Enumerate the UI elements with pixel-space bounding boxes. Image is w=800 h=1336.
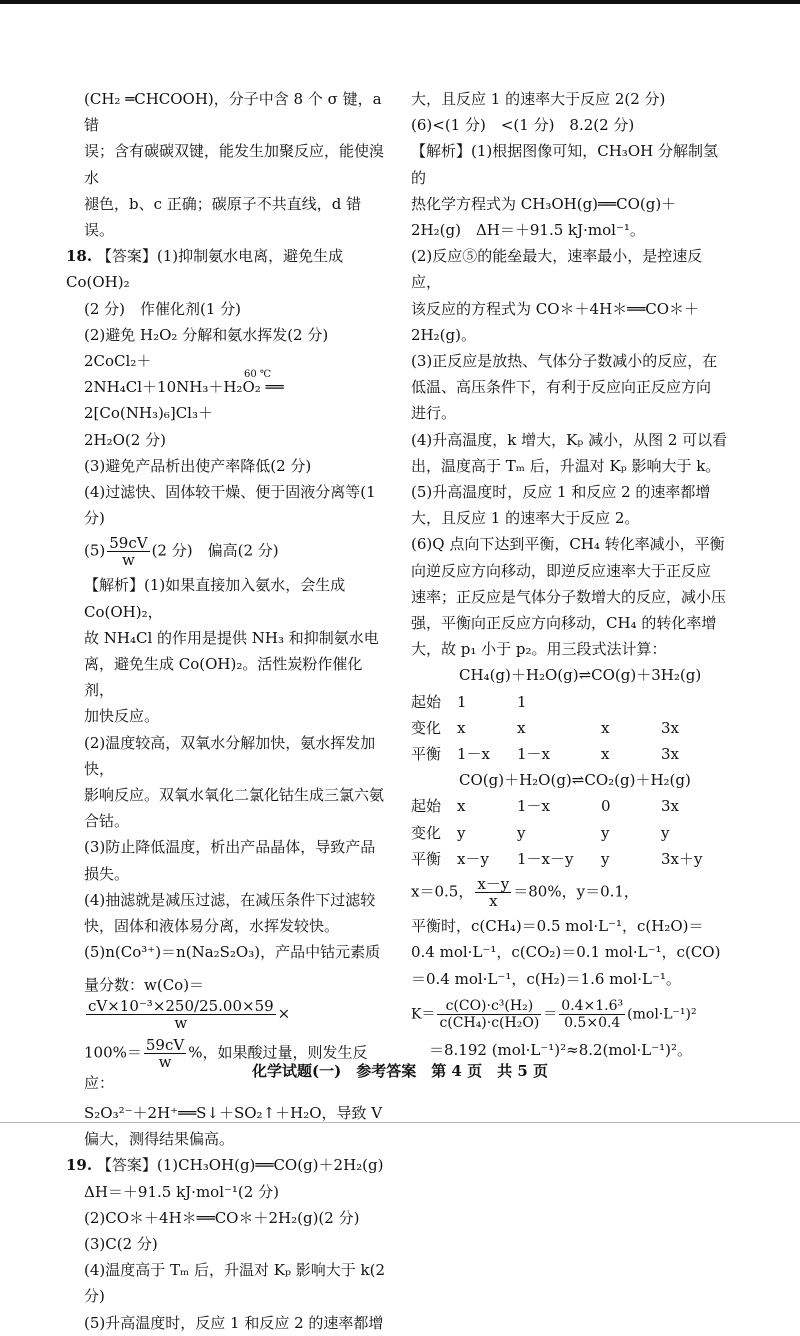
text-line: (2)CO＊＋4H＊══CO＊＋2H₂(g)(2 分) — [84, 1208, 360, 1227]
text-line: x＝0.5， — [411, 882, 474, 901]
fraction — [437, 998, 541, 1031]
text-line: 合钴。 — [84, 812, 130, 831]
denominator: 0.5×0.4 — [564, 1014, 621, 1031]
table-cell: 3x＋y — [661, 849, 703, 868]
text-line: (3)防止降低温度，析出产品晶体，导致产品 — [84, 838, 376, 857]
text-line: (5)升高温度时，反应 1 和反应 2 的速率都增 — [411, 483, 711, 502]
numerator: 59cV — [145, 1035, 185, 1054]
table-cell: 1－x — [517, 797, 551, 816]
table-cell: x — [457, 718, 466, 737]
question-number: 19. — [66, 1156, 93, 1175]
numerator: 0.4×1.6³ — [561, 997, 624, 1014]
table-cell — [601, 689, 661, 715]
text-line: 低温、高压条件下，有利于反应向正反应方向 — [411, 378, 712, 397]
text-line: 【解析】(1)如果直接加入氨水，会生成 Co(OH)₂， — [84, 576, 346, 621]
text-line: K＝ — [411, 1006, 436, 1023]
text-line: (3)C(2 分) — [84, 1234, 158, 1253]
table-cell: x — [601, 745, 610, 764]
fraction-line — [411, 998, 732, 1031]
table-cell: x — [601, 718, 610, 737]
table-cell: 1 — [517, 692, 527, 711]
top-rule — [0, 0, 800, 4]
left-column — [66, 86, 388, 1336]
text-line: (4)过滤快、固体较干燥、便于固液分离等(1 分) — [84, 483, 376, 528]
text-line: (3)正反应是放热、气体分子数减小的反应，在 — [411, 352, 718, 371]
text-line: 向逆反应方向移动，即逆反应速率大于正反应 — [411, 561, 712, 580]
text-line: ＝80%，y＝0.1， — [513, 882, 639, 901]
table-cell: 0 — [601, 797, 611, 816]
text-line: 大，且反应 1 的速率大于反应 2。 — [411, 509, 640, 528]
text-line: (5)n(Co³⁺)＝n(Na₂S₂O₃)，产品中钴元素质 — [84, 943, 381, 962]
numerator: x－y — [477, 875, 510, 894]
table-cell: 变化 — [411, 823, 442, 842]
text-line: (6)<(1 分) <(1 分) 8.2(2 分) — [411, 116, 635, 135]
text-line: 该反应的方程式为 CO＊＋4H＊══CO＊＋ — [411, 299, 700, 318]
text-line: 快，固体和液体易分离，水挥发较快。 — [84, 917, 340, 936]
text-line: 2H₂(g) ΔH＝＋91.5 kJ·mol⁻¹。 — [411, 221, 645, 240]
text-line: 速率；正反应是气体分子数增大的反应，减小压 — [411, 587, 727, 606]
equilibrium-equation: CH₄(g)＋H₂O(g)⇌CO(g)＋3H₂(g) — [459, 666, 702, 685]
table-cell: x — [517, 718, 526, 737]
fraction — [107, 535, 149, 568]
text-line: ＝ — [543, 1006, 558, 1023]
page-footer: 化学试题(一) 参考答案 第 4 页 共 5 页 — [252, 1062, 548, 1080]
text-line: 热化学方程式为 CH₃OH(g)══CO(g)＋ — [411, 194, 677, 213]
fraction-line — [411, 876, 732, 909]
table-cell: y — [517, 823, 526, 842]
question-number: 18. — [66, 247, 93, 266]
fraction — [86, 998, 276, 1031]
text-line: 出，温度高于 Tₘ 后，升温对 Kₚ 影响大于 k。 — [411, 456, 721, 475]
fraction — [559, 998, 625, 1031]
text-line: 误；含有碳碳双键，能发生加聚反应，能使溴水 — [84, 142, 385, 187]
text-line: 量分数：w(Co)＝ — [84, 975, 205, 994]
table-cell: 3x — [661, 797, 680, 816]
text-line: 0.4 mol·L⁻¹，c(CO₂)＝0.1 mol·L⁻¹，c(CO) — [411, 943, 721, 962]
equilibrium-equation: CO(g)＋H₂O(g)⇌CO₂(g)＋H₂(g) — [459, 771, 691, 790]
text-line: 2NH₄Cl＋10NH₃＋H₂O₂ ══ 2[Co(NH₃)₆]Cl₃＋ — [84, 378, 284, 423]
equation-line — [66, 369, 388, 426]
denominator: x — [489, 892, 498, 911]
text-line: (2)温度较高，双氧水分解加快，氨水挥发加快， — [84, 733, 376, 778]
table-cell: y — [601, 849, 610, 868]
numerator: 59cV — [109, 534, 148, 553]
table-cell: 3x — [661, 745, 680, 764]
text-line: 强，平衡向正反应方向移动，CH₄ 的转化率增 — [411, 614, 717, 633]
text-line: 2H₂(g)。 — [411, 325, 476, 344]
denominator: w — [121, 551, 135, 570]
reaction-condition: 60 ℃ — [244, 369, 272, 381]
denominator: w — [174, 1013, 188, 1032]
right-column — [411, 86, 732, 1063]
table-cell — [661, 689, 732, 715]
numerator: c(CO)·c³(H₂) — [437, 998, 541, 1015]
fraction-line — [66, 535, 388, 568]
text-line: ΔH＝＋91.5 kJ·mol⁻¹(2 分) — [84, 1182, 279, 1201]
text-line: (CH₂ ═CHCOOH)，分子中含 8 个 σ 键，a 错 — [84, 90, 382, 135]
text-line: × — [277, 1004, 291, 1023]
text-line: 故 NH₄Cl 的作用是提供 NH₃ 和抑制氨水电 — [84, 628, 379, 647]
text-line: 【答案】(1)抑制氨水电离，避免生成 Co(OH)₂ — [66, 247, 344, 292]
text-line: 离，避免生成 Co(OH)₂。活性炭粉作催化剂， — [84, 655, 363, 700]
table-cell: 1－x－y — [517, 849, 574, 868]
text-line: (2 分) 作催化剂(1 分) — [84, 299, 242, 318]
text-line: 加快反应。 — [84, 707, 160, 726]
text-line: 偏大，测得结果偏高。 — [84, 1130, 235, 1149]
fraction — [475, 876, 511, 909]
question-19-line — [66, 1152, 388, 1178]
text-line: 【解析】(1)根据图像可知，CH₃OH 分解制氢的 — [411, 142, 718, 187]
numerator: cV×10⁻³×250/25.00×59 — [88, 996, 274, 1015]
text-line: 褪色，b、c 正确；碳原子不共直线，d 错误。 — [84, 194, 362, 240]
text-line: (4)升高温度，k 增大，Kₚ 减小，从图 2 可以看 — [411, 430, 728, 449]
table-cell: x－y — [457, 849, 489, 868]
text-line: (2 分) 偏高(2 分) — [151, 541, 279, 560]
text-line: 100%＝ — [84, 1043, 142, 1062]
table-cell: 3x — [661, 718, 680, 737]
table-cell: 起始 — [411, 797, 442, 816]
table-cell: 平衡 — [411, 745, 442, 764]
three-stage-table-2 — [411, 793, 732, 872]
table-cell: 起始 — [411, 692, 442, 711]
text-line: (3)避免产品析出使产率降低(2 分) — [84, 456, 312, 475]
text-line: 损失。 — [84, 864, 130, 883]
table-cell: y — [601, 823, 610, 842]
text-line: (5)升高温度时，反应 1 和反应 2 的速率都增 — [84, 1313, 384, 1332]
fraction-line — [66, 972, 388, 1031]
text-line: (2)反应⑤的能垒最大，速率最小，是控速反应， — [411, 247, 703, 292]
text-line: S₂O₃²⁻＋2H⁺══S↓＋SO₂↑＋H₂O，导致 V — [84, 1103, 383, 1122]
text-line: 【答案】(1)CH₃OH(g)══CO(g)＋2H₂(g) — [96, 1156, 384, 1175]
text-line: %，如果酸过量，则发生反应： — [84, 1043, 368, 1092]
table-cell: y — [457, 823, 466, 842]
text-line: (2)避免 H₂O₂ 分解和氨水挥发(2 分) 2CoCl₂＋ — [84, 325, 344, 371]
table-cell: 变化 — [411, 718, 442, 737]
table-cell: y — [661, 823, 670, 842]
text-line: 大，故 p₁ 小于 p₂。用三段式法计算： — [411, 640, 667, 659]
table-cell: 1－x — [517, 745, 551, 764]
denominator: c(CH₄)·c(H₂O) — [439, 1014, 540, 1031]
table-cell: 1 — [457, 692, 467, 711]
text-line: (4)温度高于 Tₘ 后，升温对 Kₚ 影响大于 k(2 分) — [84, 1261, 385, 1306]
text-line: (mol·L⁻¹)² — [627, 1006, 697, 1023]
text-line: ＝0.4 mol·L⁻¹，c(H₂)＝1.6 mol·L⁻¹。 — [411, 969, 681, 988]
table-cell: 平衡 — [411, 849, 442, 868]
text-line: (4)抽滤就是减压过滤，在减压条件下过滤较 — [84, 890, 376, 909]
text-line: (6)Q 点向下达到平衡，CH₄ 转化率减小，平衡 — [411, 535, 725, 554]
text-line: (5) — [84, 541, 106, 560]
table-cell: x — [457, 797, 466, 816]
text-line: 平衡时，c(CH₄)＝0.5 mol·L⁻¹，c(H₂O)＝ — [411, 917, 704, 936]
text-line: 影响反应。双氧水氧化二氯化钴生成三氯六氨 — [84, 786, 385, 805]
bottom-rule — [0, 1122, 800, 1123]
denominator: w — [158, 1052, 172, 1071]
text-line: 进行。 — [411, 404, 457, 423]
text-line: 2H₂O(2 分) — [84, 430, 166, 449]
table-cell: 1－x — [457, 745, 491, 764]
question-18-line — [66, 243, 388, 295]
three-stage-table-1 — [411, 689, 732, 768]
text-line: 大，且反应 1 的速率大于反应 2(2 分) — [411, 90, 666, 108]
text-line: ＝8.192 (mol·L⁻¹)²≈8.2(mol·L⁻¹)²。 — [429, 1040, 692, 1059]
